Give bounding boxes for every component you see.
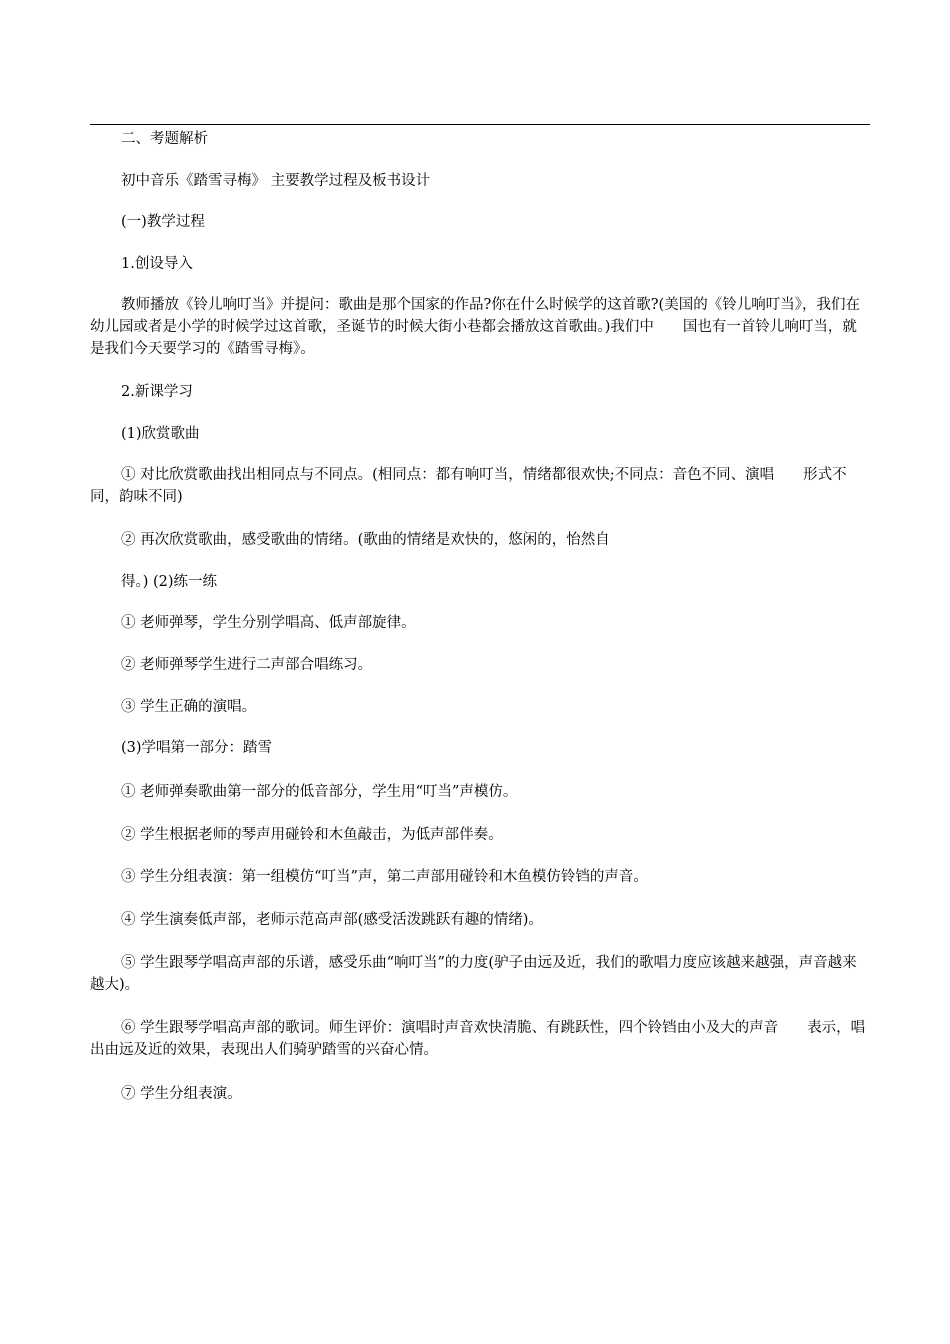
sub1-item1: ① 对比欣赏歌曲找出相同点与不同点。(相同点：都有响叮当，情绪都很欢快;不同点：音色不同、演唱 形式不同，韵味不同): [90, 467, 847, 505]
sub3-item1: ① 老师弹奏歌曲第一部分的低音部分，学生用“叮当”声模仿。: [121, 784, 518, 800]
sub2-item1: ① 老师弹琴，学生分别学唱高、低声部旋律。: [121, 615, 416, 631]
sub2-item3: ③ 学生正确的演唱。: [121, 699, 257, 715]
sub3-item7: ⑦ 学生分组表演。: [121, 1086, 242, 1102]
step1-body: 教师播放《铃儿响叮当》并提问：歌曲是那个国家的作品?你在什么时候学的这首歌?(美国的《铃儿响叮当》，我们在幼儿园或者是小学的时候学过这首歌，圣诞节的时候大街小巷都会播放这首歌曲。)我们中 国也有一首铃儿响叮当，就是我们今天要学习的《踏雪寻梅》。: [90, 297, 860, 357]
step1-heading: 1.创设导入: [121, 256, 193, 272]
document-title: 初中音乐《踏雪寻梅》 主要教学过程及板书设计: [121, 173, 431, 189]
part-heading: (一)教学过程: [121, 214, 205, 230]
sub3-item2: ② 学生根据老师的琴声用碰铃和木鱼敲击，为低声部伴奏。: [121, 827, 503, 843]
sub1-heading: (1)欣赏歌曲: [121, 426, 200, 442]
sub1-item2: ② 再次欣赏歌曲，感受歌曲的情绪。(歌曲的情绪是欢快的，悠闲的，怡然自: [121, 532, 610, 548]
sub3-item6: ⑥ 学生跟琴学唱高声部的歌词。师生评价：演唱时声音欢快清脆、有跳跃性，四个铃铛由小及大的声音 表示，唱出由远及近的效果，表现出人们骑驴踏雪的兴奋心情。: [90, 1020, 866, 1058]
sub3-item3: ③ 学生分组表演：第一组模仿“叮当”声，第二声部用碰铃和木鱼模仿铃铛的声音。: [121, 869, 648, 885]
sub2-item2: ② 老师弹琴学生进行二声部合唱练习。: [121, 657, 373, 673]
sub1-item2-cont: 得。) (2)练一练: [121, 574, 218, 590]
step2-heading: 2.新课学习: [121, 384, 193, 400]
section-heading: 二、考题解析: [121, 131, 208, 147]
sub3-item5: ⑤ 学生跟琴学唱高声部的乐谱，感受乐曲“响叮当”的力度(驴子由远及近，我们的歌唱力度应该越来越强，声音越来越大)。: [90, 955, 857, 993]
sub3-item4: ④ 学生演奏低声部，老师示范高声部(感受活泼跳跃有趣的情绪)。: [121, 912, 543, 928]
sub3-heading: (3)学唱第一部分：踏雪: [121, 740, 273, 756]
header-rule: [90, 124, 870, 125]
